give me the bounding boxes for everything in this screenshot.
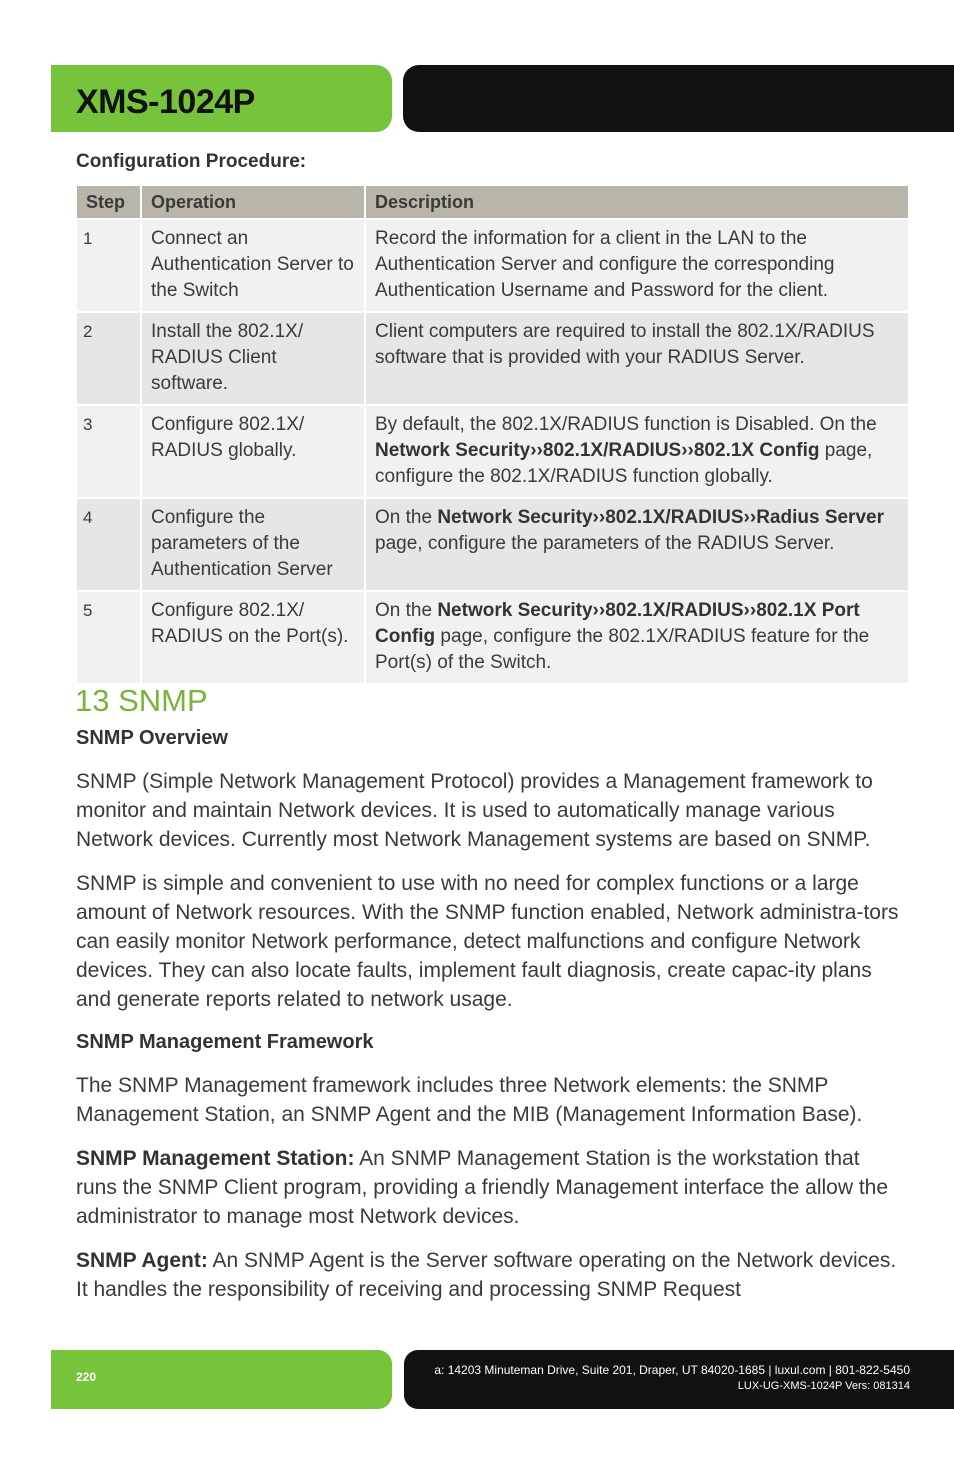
snmp-agent-paragraph [76,1246,906,1304]
table-row [77,313,908,406]
table-row [77,592,908,685]
footer-black-bar [404,1350,954,1409]
description-cell [366,220,908,313]
footer-doc-id: LUX-UG-XMS-1024P Vers: 081314 [737,1380,910,1392]
column-header-operation: Operation [142,186,366,220]
agent-label: SNMP Agent: [76,1249,208,1272]
description-text: By default, the 802.1X/RADIUS function is Disabled. On the [375,414,877,435]
snmp-overview-paragraph-1: SNMP (Simple Network Management Protocol) provides a Management framework to monitor and maintain Network devices. It is used to automatically manage various Network devices. Currently most Network Management systems are based on SNMP. [76,770,873,851]
operation-cell: Configure 802.1X/ RADIUS on the Port(s). [142,592,366,685]
header-black-bar [403,65,954,132]
configuration-procedure-table [77,186,908,685]
operation-cell: Connect an Authentication Server to the Switch [142,220,366,313]
table-row [77,406,908,499]
table-row [77,499,908,592]
header-bar [51,65,392,132]
description-text: On the [375,507,438,528]
snmp-content [76,725,906,1304]
description-text-tail: page, configure the parameters of the RADIUS Server. [375,533,835,554]
step-cell: 1 [77,220,142,313]
step-cell: 4 [77,499,142,592]
step-cell: 5 [77,592,142,685]
operation-cell: Configure the parameters of the Authentication Server [142,499,366,592]
description-text-tail: page, configure the 802.1X/RADIUS feature for the Port(s) of the Switch. [375,626,870,673]
footer-bar [51,1350,392,1409]
station-label: SNMP Management Station: [76,1147,355,1170]
operation-cell: Configure 802.1X/ RADIUS globally. [142,406,366,499]
snmp-framework-paragraph: The SNMP Management framework includes three Network elements: the SNMP Management Station, an SNMP Agent and the MIB (Management Information Base). [76,1074,863,1126]
step-cell: 3 [77,406,142,499]
menu-path: Network Security››802.1X/RADIUS››802.1X Config [375,440,820,461]
footer-address: a: 14203 Minuteman Drive, Suite 201, Draper, UT 84020-1685 | luxul.com | 801-822-5450 [434,1363,910,1377]
menu-path: Network Security››802.1X/RADIUS››802.1X Port Config [375,600,860,647]
description-text: Client computers are required to install the 802.1X/RADIUS software that is provided with your RADIUS Server. [375,321,875,368]
description-cell [366,406,908,499]
operation-cell: Install the 802.1X/ RADIUS Client software. [142,313,366,406]
step-cell: 2 [77,313,142,406]
menu-path: Network Security››802.1X/RADIUS››Radius Server [437,507,884,528]
station-text: An SNMP Management Station is the workstation that runs the SNMP Client program, providing a friendly Management interface the allow the administrator to manage most Network devices. [76,1147,889,1228]
product-title: XMS-1024P [76,83,255,121]
snmp-overview-paragraph-2: SNMP is simple and convenient to use with no need for complex functions or a large amount of Network resources. With the SNMP function enabled, Network administra-tors can easily monitor Network performance, detect malfunctions and configure Network devices. They can also locate faults, implement fault diagnosis, create capac-ity plans and generate reports related to network usage. [76,872,899,1011]
description-cell [366,499,908,592]
configuration-procedure-title: Configuration Procedure: [76,151,307,172]
table-row [77,220,908,313]
description-cell [366,592,908,685]
table-header-row [77,186,908,220]
agent-text: An SNMP Agent is the Server software operating on the Network devices. It handles the responsibility of receiving and processing SNMP Request [76,1249,897,1301]
column-header-description: Description [366,186,908,220]
description-text: On the [375,600,438,621]
description-text-tail: page, configure the 802.1X/RADIUS function globally. [375,440,873,487]
description-cell [366,313,908,406]
page-number: 220 [76,1370,97,1384]
column-header-step: Step [77,186,142,220]
section-title-snmp: 13 SNMP [75,683,208,718]
snmp-framework-heading: SNMP Management Framework [76,1031,374,1053]
description-text: Record the information for a client in the LAN to the Authentication Server and configure the corresponding Authentication Username and Password for the client. [375,228,835,301]
snmp-station-paragraph [76,1144,906,1231]
snmp-overview-heading: SNMP Overview [76,727,228,749]
